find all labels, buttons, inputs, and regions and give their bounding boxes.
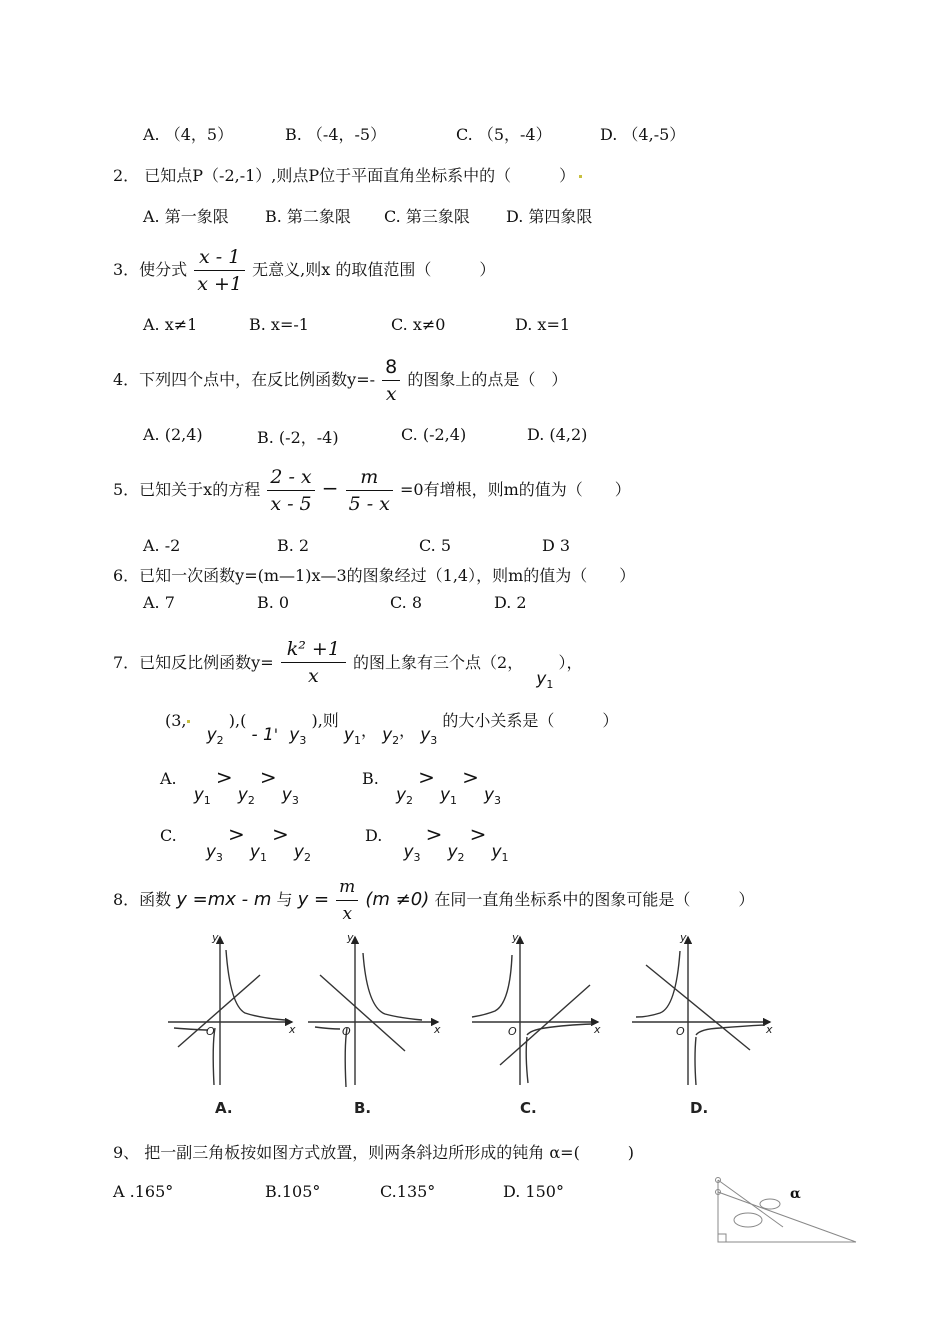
q4-stem: 4．下列四个点中，在反比例函数y=- $\frac{8}{x}$ 的图象上的点是（ ） bbox=[113, 356, 568, 405]
q1-option-d: D. （4,-5） bbox=[600, 125, 686, 144]
q6-option-b: B. 0 bbox=[257, 593, 290, 612]
q9-triangle-figure bbox=[708, 1172, 860, 1248]
q3-fraction: $\frac{x - 1}{x +1}$ bbox=[194, 244, 245, 297]
q8-graph-c-x-label: x bbox=[594, 1023, 601, 1036]
q8-graph-c-origin: O bbox=[508, 1025, 517, 1038]
q9-option-c: C.135° bbox=[380, 1182, 436, 1201]
q8-label-c: C. bbox=[520, 1099, 537, 1117]
q5-option-d: D 3 bbox=[542, 536, 571, 555]
q8-graph-a bbox=[168, 937, 292, 1085]
q3-option-c: C. x≠0 bbox=[391, 315, 446, 334]
q8-graph-b-y-label: y bbox=[347, 931, 354, 944]
q7-stem: 7．已知反比例函数y= $\frac{\text{k² +1}}{x}$ 的图上象有三个点（2， $y_1$ ）， bbox=[113, 638, 583, 691]
q8-graph-a-origin: O bbox=[206, 1025, 215, 1038]
q9-stem: 9、 把一副三角板按如图方式放置，则两条斜边所形成的钝角 α=( ) bbox=[113, 1143, 635, 1162]
q2-option-b: B. 第二象限 bbox=[265, 207, 351, 226]
q2-option-d: D. 第四象限 bbox=[506, 207, 593, 226]
q2-option-a: A. 第一象限 bbox=[143, 207, 229, 226]
q8-graph-b-origin: O bbox=[342, 1025, 351, 1038]
q8-graphs bbox=[160, 925, 800, 1120]
q5-option-b: B. 2 bbox=[277, 536, 310, 555]
q5-option-c: C. 5 bbox=[419, 536, 452, 555]
q1-option-b: B. （-4，-5） bbox=[285, 125, 387, 144]
q8-graph-d-y-label: y bbox=[680, 931, 687, 944]
q7-y1: $y_1$ bbox=[536, 669, 554, 691]
q9-option-d: D. 150° bbox=[503, 1182, 564, 1201]
q5-fraction-1: $\frac{2 - x}{x - 5}$ bbox=[267, 464, 314, 517]
q4-option-b: B. (-2，-4) bbox=[257, 428, 339, 447]
q8-label-b: B. bbox=[354, 1099, 372, 1117]
q3-option-d: D. x=1 bbox=[515, 315, 571, 334]
q1-option-c: C. （5，-4） bbox=[456, 125, 552, 144]
q2-stem: 2． 已知点P（-2,-1）,则点P位于平面直角坐标系中的（ ） bbox=[113, 163, 582, 186]
q9-alpha-label: α bbox=[790, 1186, 801, 1202]
q4-option-d: D. (4,2) bbox=[527, 425, 588, 444]
q8-label-a: A. bbox=[215, 1099, 233, 1117]
q5-option-a: A. -2 bbox=[143, 536, 181, 555]
q8-graph-d-x-label: x bbox=[766, 1023, 773, 1036]
q7-option-a: A. $y_1 > y_2 > y_3$ bbox=[160, 765, 299, 807]
q8-graph-a-y-label: y bbox=[212, 931, 219, 944]
q6-option-c: C. 8 bbox=[390, 593, 423, 612]
q9-option-a: A .165° bbox=[113, 1182, 174, 1201]
q8-stem: 8．函数 y =mx - m 与 y = $\frac{m}{x}$ (m ≠0) 在同一直角坐标系中的图象可能是（ ） bbox=[113, 874, 754, 927]
q8-graph-c-y-label: y bbox=[512, 931, 519, 944]
q1-option-a: A. （4，5） bbox=[143, 125, 234, 144]
q7-option-c: C. $y_3 > y_1 > y_2$ bbox=[160, 822, 311, 864]
q8-graph-b-x-label: x bbox=[434, 1023, 441, 1036]
q8-graph-d-origin: O bbox=[676, 1025, 685, 1038]
q4-option-c: C. (-2,4) bbox=[401, 425, 467, 444]
q8-graph-c bbox=[472, 937, 598, 1085]
q7-option-d: D. $y_3 > y_2 > y_1$ bbox=[365, 822, 509, 864]
q3-stem: 3．使分式 $\frac{x - 1}{x +1}$ 无意义,则x 的取值范围（ ） bbox=[113, 246, 496, 295]
q5-fraction-2: $\frac{m}{5 - x}$ bbox=[346, 464, 393, 517]
q7-fraction: $\frac{\text{k² +1}}{x}$ bbox=[281, 636, 346, 689]
q6-option-d: D. 2 bbox=[494, 593, 527, 612]
q5-stem: 5．已知关于x的方程 $\frac{2 - x}{x - 5}$ − $\frac{m}{5 - x}$ =0有增根，则m的值为（ ） bbox=[113, 466, 631, 515]
q4-option-a: A. (2,4) bbox=[143, 425, 203, 444]
q8-graph-d bbox=[632, 937, 770, 1085]
q9-option-b: B.105° bbox=[265, 1182, 321, 1201]
q6-stem: 6．已知一次函数y=(m—1)x—3的图象经过（1,4），则m的值为（ ） bbox=[113, 566, 636, 585]
q8-fraction: $\frac{m}{x}$ bbox=[336, 874, 358, 927]
q3-option-b: B. x=-1 bbox=[249, 315, 309, 334]
q7-option-b: B. $y_2 > y_1 > y_3$ bbox=[362, 765, 502, 807]
q3-option-a: A. x≠1 bbox=[143, 315, 198, 334]
q8-graph-a-x-label: x bbox=[289, 1023, 296, 1036]
q4-fraction: $\frac{8}{x}$ bbox=[382, 354, 400, 407]
q2-option-c: C. 第三象限 bbox=[384, 207, 470, 226]
q8-graph-b bbox=[308, 937, 438, 1087]
q7-line2: (3, $y_2$ ),( - 1' $y_3$ ),则 $y_1$， $y_2$， $y_3$ 的大小关系是（ ） bbox=[165, 711, 619, 747]
q8-label-d: D. bbox=[690, 1099, 709, 1117]
q6-option-a: A. 7 bbox=[143, 593, 175, 612]
